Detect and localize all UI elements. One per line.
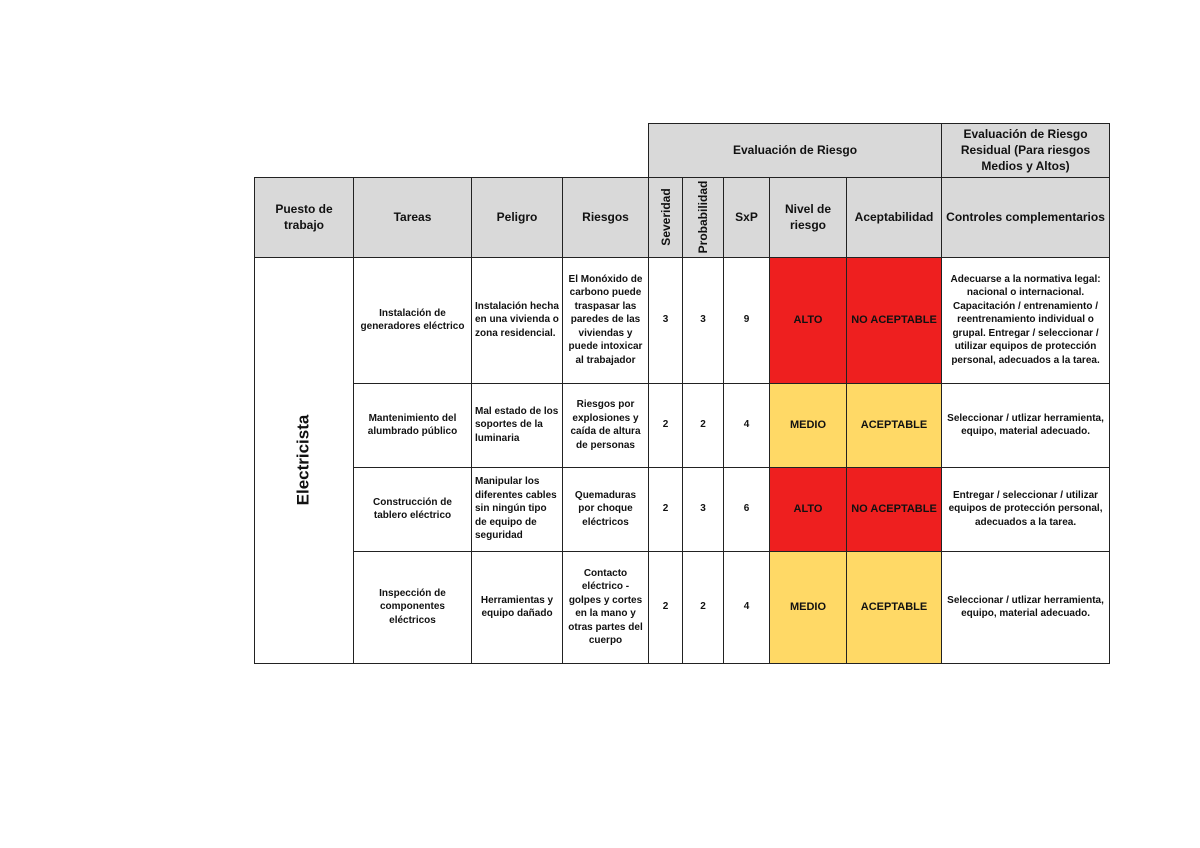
controles-cell: Entregar / seleccionar / utilizar equipos de protección personal, adecuados a la tarea. — [942, 467, 1110, 551]
probabilidad-cell: 3 — [683, 467, 724, 551]
tarea-cell: Inspección de componentes eléctricos — [354, 551, 472, 663]
header-spacer — [255, 124, 649, 178]
sxp-cell: 9 — [724, 257, 770, 383]
riesgo-cell: Quemaduras por choque eléctricos — [563, 467, 649, 551]
probabilidad-cell: 2 — [683, 551, 724, 663]
severidad-cell: 2 — [649, 467, 683, 551]
table-row — [255, 257, 1110, 383]
riesgo-cell: Contacto eléctrico - golpes y cortes en la mano y otras partes del cuerpo — [563, 551, 649, 663]
header-group-row — [255, 124, 1110, 178]
aceptabilidad-cell: ACEPTABLE — [847, 551, 942, 663]
sxp-cell: 6 — [724, 467, 770, 551]
nivel-cell: MEDIO — [770, 551, 847, 663]
controles-cell: Seleccionar / utlizar herramienta, equipo, material adecuado. — [942, 551, 1110, 663]
header-severidad — [649, 177, 683, 257]
table-row — [255, 467, 1110, 551]
header-aceptabilidad: Aceptabilidad — [847, 177, 942, 257]
aceptabilidad-cell: ACEPTABLE — [847, 383, 942, 467]
header-controles: Controles complementarios — [942, 177, 1110, 257]
header-evaluacion-residual: Evaluación de Riesgo Residual (Para riesgos Medios y Altos) — [942, 124, 1110, 178]
nivel-cell: ALTO — [770, 257, 847, 383]
header-tareas: Tareas — [354, 177, 472, 257]
controles-cell: Adecuarse a la normativa legal: nacional o internacional. Capacitación / entrenamiento / reentrenamiento individual o grupal. Entregar / seleccionar / utilizar equipos de protección personal, adecuados a la tarea. — [942, 257, 1110, 383]
severidad-cell: 3 — [649, 257, 683, 383]
header-nivel-riesgo: Nivel de riesgo — [770, 177, 847, 257]
aceptabilidad-cell: NO ACEPTABLE — [847, 257, 942, 383]
header-probabilidad — [683, 177, 724, 257]
severidad-cell: 2 — [649, 383, 683, 467]
header-sxp: SxP — [724, 177, 770, 257]
riesgo-cell: El Monóxido de carbono puede traspasar las paredes de las viviendas y puede intoxicar al trabajador — [563, 257, 649, 383]
header-peligro: Peligro — [472, 177, 563, 257]
header-severidad-label: Severidad — [658, 188, 673, 246]
nivel-cell: MEDIO — [770, 383, 847, 467]
risk-matrix-table — [254, 123, 1110, 664]
header-evaluacion-riesgo: Evaluación de Riesgo — [649, 124, 942, 178]
peligro-cell: Mal estado de los soportes de la luminaria — [472, 383, 563, 467]
header-puesto: Puesto de trabajo — [255, 177, 354, 257]
puesto-label: Electricista — [293, 414, 313, 506]
sxp-cell: 4 — [724, 551, 770, 663]
controles-cell: Seleccionar / utlizar herramienta, equipo, material adecuado. — [942, 383, 1110, 467]
nivel-cell: ALTO — [770, 467, 847, 551]
peligro-cell: Instalación hecha en una vivienda o zona residencial. — [472, 257, 563, 383]
peligro-cell: Manipular los diferentes cables sin ningún tipo de equipo de seguridad — [472, 467, 563, 551]
table-row — [255, 551, 1110, 663]
severidad-cell: 2 — [649, 551, 683, 663]
table-row — [255, 383, 1110, 467]
probabilidad-cell: 3 — [683, 257, 724, 383]
tarea-cell: Construcción de tablero eléctrico — [354, 467, 472, 551]
tarea-cell: Instalación de generadores eléctrico — [354, 257, 472, 383]
header-probabilidad-label: Probabilidad — [695, 180, 710, 254]
tarea-cell: Mantenimiento del alumbrado público — [354, 383, 472, 467]
puesto-cell — [255, 257, 354, 663]
probabilidad-cell: 2 — [683, 383, 724, 467]
peligro-cell: Herramientas y equipo dañado — [472, 551, 563, 663]
sxp-cell: 4 — [724, 383, 770, 467]
header-columns-row — [255, 177, 1110, 257]
header-riesgos: Riesgos — [563, 177, 649, 257]
aceptabilidad-cell: NO ACEPTABLE — [847, 467, 942, 551]
riesgo-cell: Riesgos por explosiones y caída de altura de personas — [563, 383, 649, 467]
